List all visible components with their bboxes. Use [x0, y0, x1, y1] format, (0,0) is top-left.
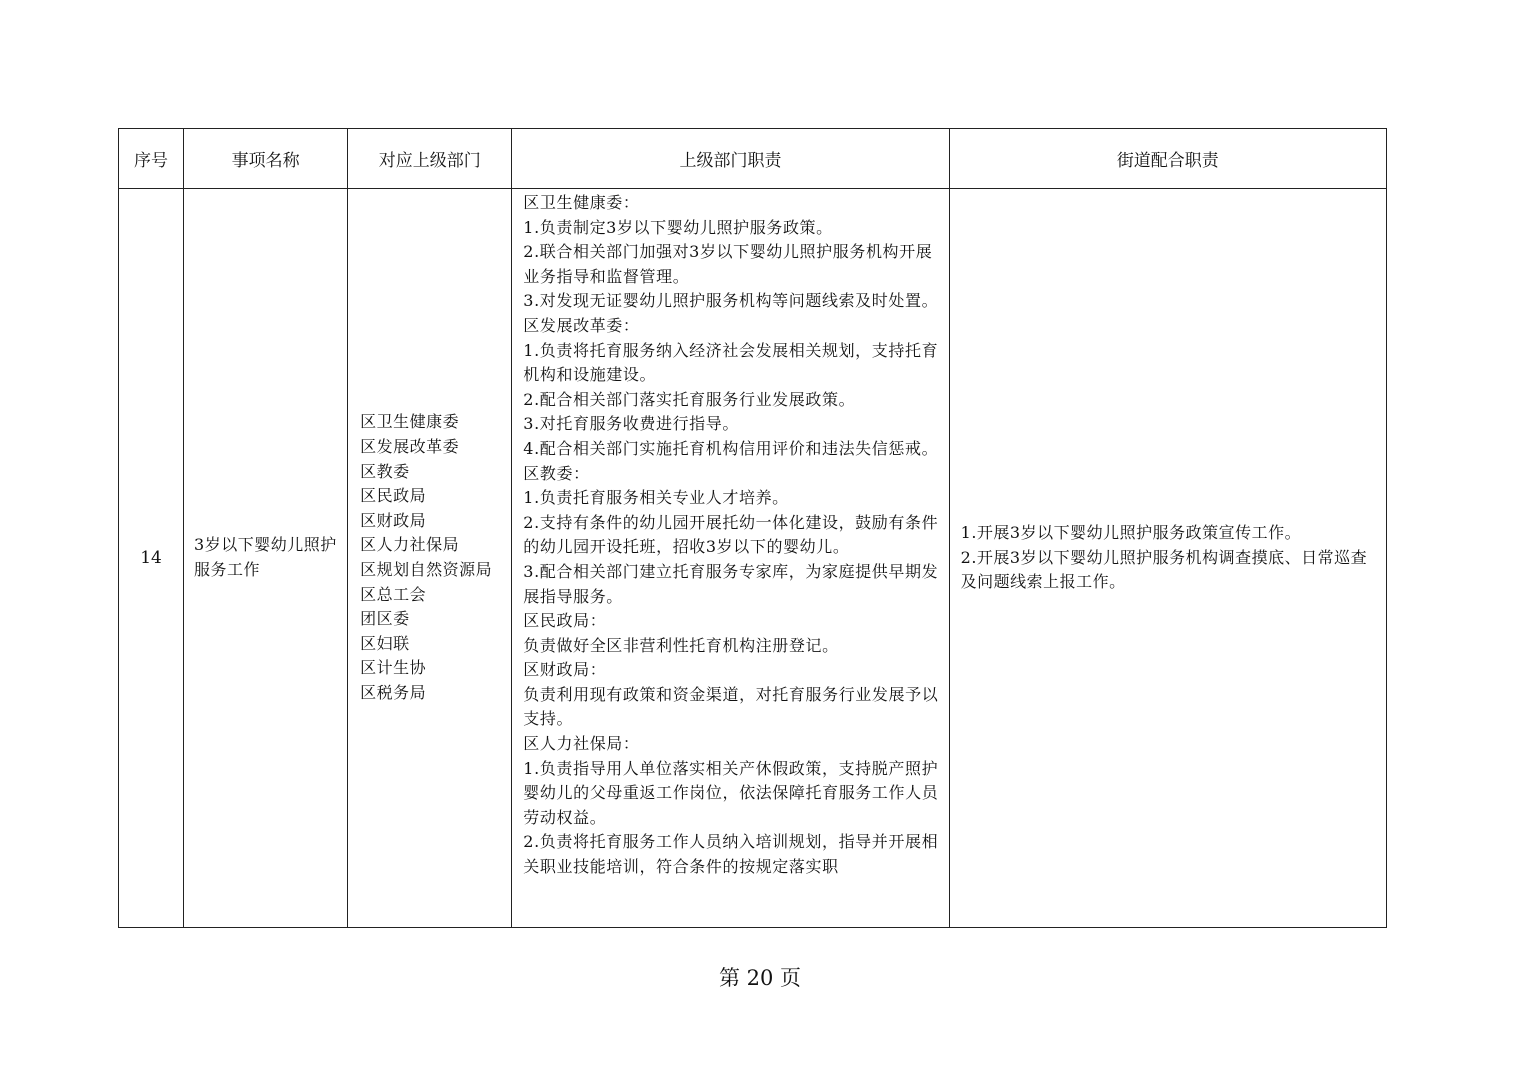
department-item: 区发展改革委 — [360, 437, 460, 457]
duty-paragraph: 负责做好全区非营利性托育机构注册登记。 — [523, 635, 839, 655]
duty-paragraph: 1.负责托育服务相关专业人才培养。 — [523, 488, 789, 508]
department-item: 区总工会 — [360, 584, 427, 604]
department-item: 区卫生健康委 — [360, 412, 460, 432]
header-superior-duties: 上级部门职责 — [512, 129, 949, 189]
department-item: 区教委 — [360, 461, 410, 481]
header-item-name: 事项名称 — [184, 129, 348, 189]
header-superior-dept: 对应上级部门 — [348, 129, 512, 189]
duty-paragraph: 区卫生健康委： — [523, 193, 640, 212]
page-number: 第 20 页 — [718, 966, 802, 990]
cell-departments — [348, 189, 512, 928]
duty-paragraph: 1.负责将托育服务纳入经济社会发展相关规划，支持托育机构和设施建设。 — [523, 340, 939, 385]
responsibility-table — [118, 128, 1387, 928]
street-duty-paragraph: 2.开展3岁以下婴幼儿照护服务机构调查摸底、日常巡查及问题线索上报工作。 — [960, 547, 1368, 592]
header-street-duties: 街道配合职责 — [949, 129, 1386, 189]
department-item: 区税务局 — [360, 682, 427, 702]
header-seq: 序号 — [119, 129, 184, 189]
duty-paragraph: 2.配合相关部门落实托育服务行业发展政策。 — [523, 389, 856, 409]
table-header-row — [119, 129, 1387, 189]
department-item: 团区委 — [360, 609, 410, 629]
item-name-text: 3岁以下婴幼儿照护服务工作 — [194, 535, 337, 579]
duty-paragraph: 区发展改革委： — [523, 315, 640, 335]
duty-paragraph: 4.配合相关部门实施托育机构信用评价和违法失信惩戒。 — [523, 438, 939, 458]
duty-paragraph: 2.联合相关部门加强对3岁以下婴幼儿照护服务机构开展业务指导和监督管理。 — [523, 242, 933, 286]
cell-item-name — [184, 189, 348, 928]
street-duty-paragraph: 1.开展3岁以下婴幼儿照护服务政策宣传工作。 — [960, 523, 1302, 543]
duty-paragraph: 2.负责将托育服务工作人员纳入培训规划，指导并开展相关职业技能培训，符合条件的按规定落实职 — [523, 832, 939, 877]
department-item: 区规划自然资源局 — [360, 560, 493, 579]
duty-paragraph: 区民政局： — [523, 611, 607, 631]
department-item: 区民政局 — [360, 486, 427, 506]
duty-paragraph: 1.负责制定3岁以下婴幼儿照护服务政策。 — [523, 217, 833, 237]
duty-paragraph: 区财政局： — [523, 660, 607, 680]
department-item: 区财政局 — [360, 510, 427, 530]
duty-paragraph: 负责利用现有政策和资金渠道，对托育服务行业发展予以支持。 — [523, 684, 939, 729]
duty-paragraph: 3.配合相关部门建立托育服务专家库，为家庭提供早期发展指导服务。 — [523, 561, 939, 606]
department-item: 区妇联 — [360, 633, 410, 653]
department-item: 区计生协 — [360, 658, 427, 678]
cell-seq: 14 — [119, 189, 184, 928]
duty-paragraph: 3.对托育服务收费进行指导。 — [523, 414, 739, 434]
duty-paragraph: 3.对发现无证婴幼儿照护服务机构等问题线索及时处置。 — [523, 291, 939, 311]
cell-superior-duties — [512, 189, 949, 928]
table-row — [119, 189, 1387, 928]
department-item: 区人力社保局 — [360, 535, 460, 555]
duty-paragraph: 区人力社保局： — [523, 734, 640, 754]
cell-street-duties — [949, 189, 1386, 928]
duty-paragraph: 1.负责指导用人单位落实相关产休假政策，支持脱产照护婴幼儿的父母重返工作岗位，依法保障托育服务工作人员劳动权益。 — [523, 758, 939, 827]
duty-paragraph: 2.支持有条件的幼儿园开展托幼一体化建设，鼓励有条件的幼儿园开设托班，招收3岁以下的婴幼儿。 — [523, 512, 939, 557]
duty-paragraph: 区教委： — [523, 463, 590, 483]
